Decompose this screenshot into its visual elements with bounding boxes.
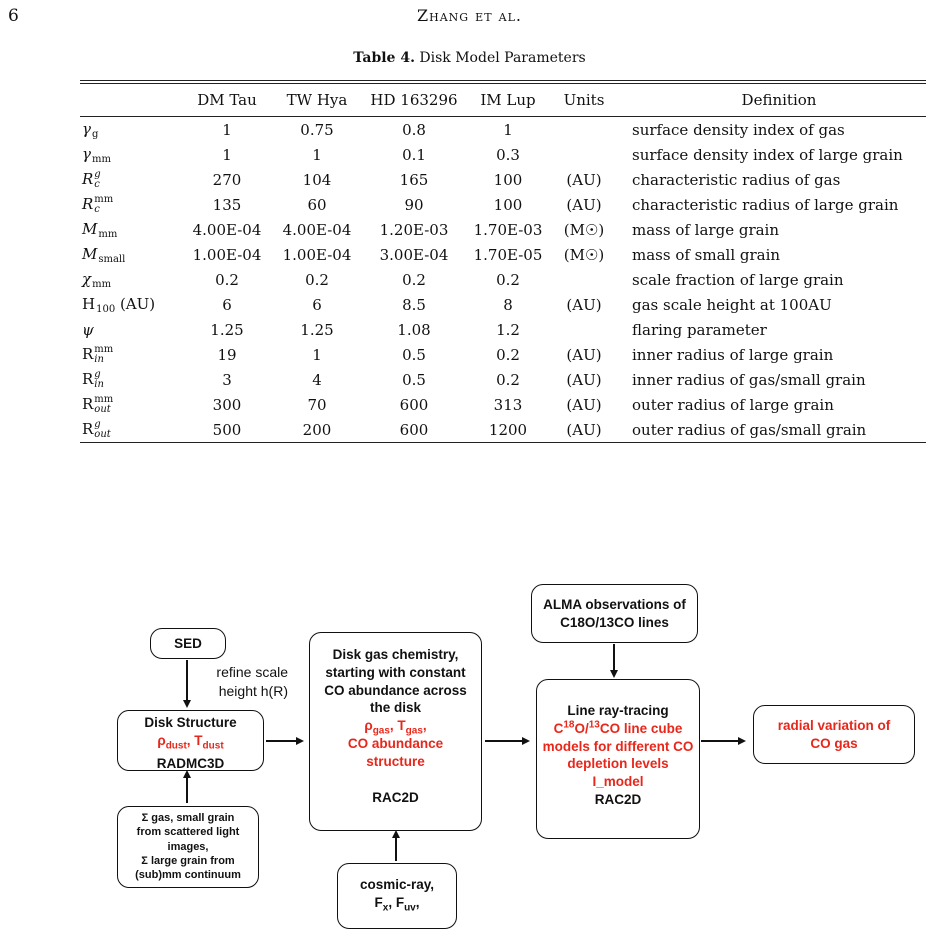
col-header-dm-tau: DM Tau [197,91,257,109]
value-cell: 100 [493,170,523,189]
value-cell: 1 [222,145,232,164]
unit-cell: (AU) [566,395,602,414]
value-cell: 0.5 [402,345,426,364]
value-cell: 135 [212,195,242,214]
disk-structure-title: Disk Structure [144,715,237,730]
unit-cell: (M☉) [563,220,605,239]
value-cell: 0.2 [496,270,520,289]
unit-cell: (AU) [566,170,602,189]
unit-cell: (AU) [566,195,602,214]
cosmic-line-2: $F_x$, $F_{uv}$, [374,894,420,914]
param-symbol: R g in [82,368,104,390]
sigma-inputs-box [117,806,259,888]
raytrace-tool: RAC2D [594,792,642,808]
result-line-1: radial variation of [777,718,891,733]
table-caption-label: Table 4. [353,50,415,66]
value-cell: 4.00E-04 [192,220,262,239]
value-cell: 313 [493,395,523,414]
definition-cell: characteristic radius of large grain [632,195,899,214]
value-cell: 0.2 [496,370,520,389]
value-cell: 1 [503,120,513,139]
value-cell: 3 [222,370,232,389]
cosmic-ray-box [337,863,457,929]
param-symbol: M mm [82,219,118,240]
raytrace-red-line-2: models for different CO [542,738,694,754]
value-cell: 600 [399,395,429,414]
refine-scale-note [196,663,288,701]
definition-cell: outer radius of gas/small grain [632,420,867,439]
value-cell: 1 [312,145,322,164]
gas-chemistry-box [309,632,482,831]
definition-cell: flaring parameter [632,320,767,339]
definition-cell: mass of small grain [632,245,781,264]
sed-label: SED [174,636,202,651]
refine-note-line-2: height h(R) [218,682,288,699]
value-cell: 1.70E-05 [473,245,543,264]
running-head: Zhang et al. [417,6,522,25]
value-cell: 0.2 [402,270,426,289]
value-cell: 200 [302,420,332,439]
value-cell: 0.2 [215,270,239,289]
raytrace-red-line-4: I_model [592,774,644,790]
col-header-im-lup: IM Lup [480,91,536,109]
value-cell: 1.2 [496,320,520,339]
result-line-2: CO gas [810,735,858,751]
col-header-definition: Definition [741,91,817,109]
sed-box [150,628,226,659]
value-cell: 300 [212,395,242,414]
result-box [753,705,915,764]
col-header-units: Units [563,91,605,109]
unit-cell: (AU) [566,345,602,364]
sigma-line-3: images, [167,840,209,853]
value-cell: 6 [222,295,232,314]
alma-box [531,584,698,643]
param-symbol: R g out [82,418,111,440]
ray-tracing-box [536,679,700,839]
definition-cell: scale fraction of large grain [632,270,844,289]
value-cell: 70 [307,395,327,414]
sigma-line-1: Σ gas, small grain [141,812,235,824]
raytrace-red-line-1: $C^{18}O/^{13}CO$ line cube [553,719,683,736]
param-symbol: R mm c [82,193,114,215]
definition-cell: outer radius of large grain [632,395,834,414]
chemistry-tool: RAC2D [372,789,419,805]
value-cell: 8 [503,295,513,314]
definition-cell: surface density index of gas [632,120,845,139]
value-cell: 1.00E-04 [192,245,262,264]
param-symbol: χ mm [82,269,112,290]
value-cell: 0.8 [402,120,426,139]
disk-structure-tool: RADMC3D [156,755,225,771]
param-symbol: H 100 (AU) [82,294,156,315]
alma-line-2: C18O/13CO lines [560,614,669,630]
value-cell: 0.2 [496,345,520,364]
value-cell: 104 [302,170,332,189]
definition-cell: surface density index of large grain [632,145,903,164]
value-cell: 1.70E-03 [473,220,543,239]
value-cell: 1200 [488,420,528,439]
value-cell: 0.3 [496,145,520,164]
col-header-tw-hya: TW Hya [286,91,348,109]
param-symbol: R mm out [82,393,114,415]
value-cell: 4 [312,370,322,389]
definition-cell: gas scale height at 100AU [632,295,832,314]
page-number: 6 [8,6,19,26]
definition-cell: inner radius of large grain [632,345,834,364]
value-cell: 3.00E-04 [379,245,449,264]
param-symbol: R g c [82,168,101,190]
chemistry-outputs-line-1: $\rho_{gas}$, $T_{gas}$, [364,718,427,737]
value-cell: 100 [493,195,523,214]
value-cell: 0.75 [300,120,334,139]
disk-structure-outputs: $\rho_{dust}$, $T_{dust}$ [157,732,224,752]
chemistry-outputs-line-2: CO abundance [347,736,444,752]
value-cell: 8.5 [402,295,426,314]
value-cell: 600 [399,420,429,439]
value-cell: 1.08 [397,320,431,339]
unit-cell: (AU) [566,370,602,389]
param-symbol: γ g [82,119,99,140]
param-symbol: γ mm [82,144,111,165]
value-cell: 1 [312,345,322,364]
sigma-line-2: from scattered light [136,826,240,839]
param-symbol: M small [82,244,126,265]
table-caption-text: Disk Model Parameters [419,50,586,66]
definition-cell: characteristic radius of gas [632,170,841,189]
raytrace-title: Line ray-tracing [567,703,669,718]
chemistry-title-line-3: CO abundance across [324,682,467,698]
chemistry-title-line-4: the disk [369,700,421,716]
value-cell: 90 [404,195,424,214]
value-cell: 1.00E-04 [282,245,352,264]
value-cell: 0.5 [402,370,426,389]
cosmic-line-1: cosmic-ray, [359,877,435,892]
unit-cell: (AU) [566,420,602,439]
unit-cell: (AU) [566,295,602,314]
alma-line-1: ALMA observations of [543,597,686,612]
value-cell: 6 [312,295,322,314]
value-cell: 4.00E-04 [282,220,352,239]
value-cell: 1.25 [210,320,244,339]
definition-cell: mass of large grain [632,220,780,239]
chemistry-outputs-line-3: structure [366,753,425,769]
col-header-hd-163296: HD 163296 [370,91,458,109]
chemistry-title-line-1: Disk gas chemistry, [332,647,459,662]
value-cell: 500 [212,420,242,439]
refine-note-line-1: refine scale [216,664,288,680]
sigma-line-4: Σ large grain from [141,854,235,867]
value-cell: 19 [217,345,237,364]
value-cell: 0.1 [402,145,426,164]
value-cell: 1.25 [300,320,334,339]
unit-cell: (M☉) [563,245,605,264]
value-cell: 165 [399,170,429,189]
param-symbol: R mm in [82,343,114,365]
value-cell: 1 [222,120,232,139]
chemistry-title-line-2: starting with constant [325,664,466,680]
definition-cell: inner radius of gas/small grain [632,370,866,389]
sigma-line-5: (sub)mm continuum [135,869,241,882]
value-cell: 60 [307,195,327,214]
param-symbol: ψ [82,320,94,339]
value-cell: 0.2 [305,270,329,289]
disk-structure-box [117,710,264,771]
raytrace-red-line-3: depletion levels [567,756,669,772]
value-cell: 270 [212,170,242,189]
value-cell: 1.20E-03 [379,220,449,239]
